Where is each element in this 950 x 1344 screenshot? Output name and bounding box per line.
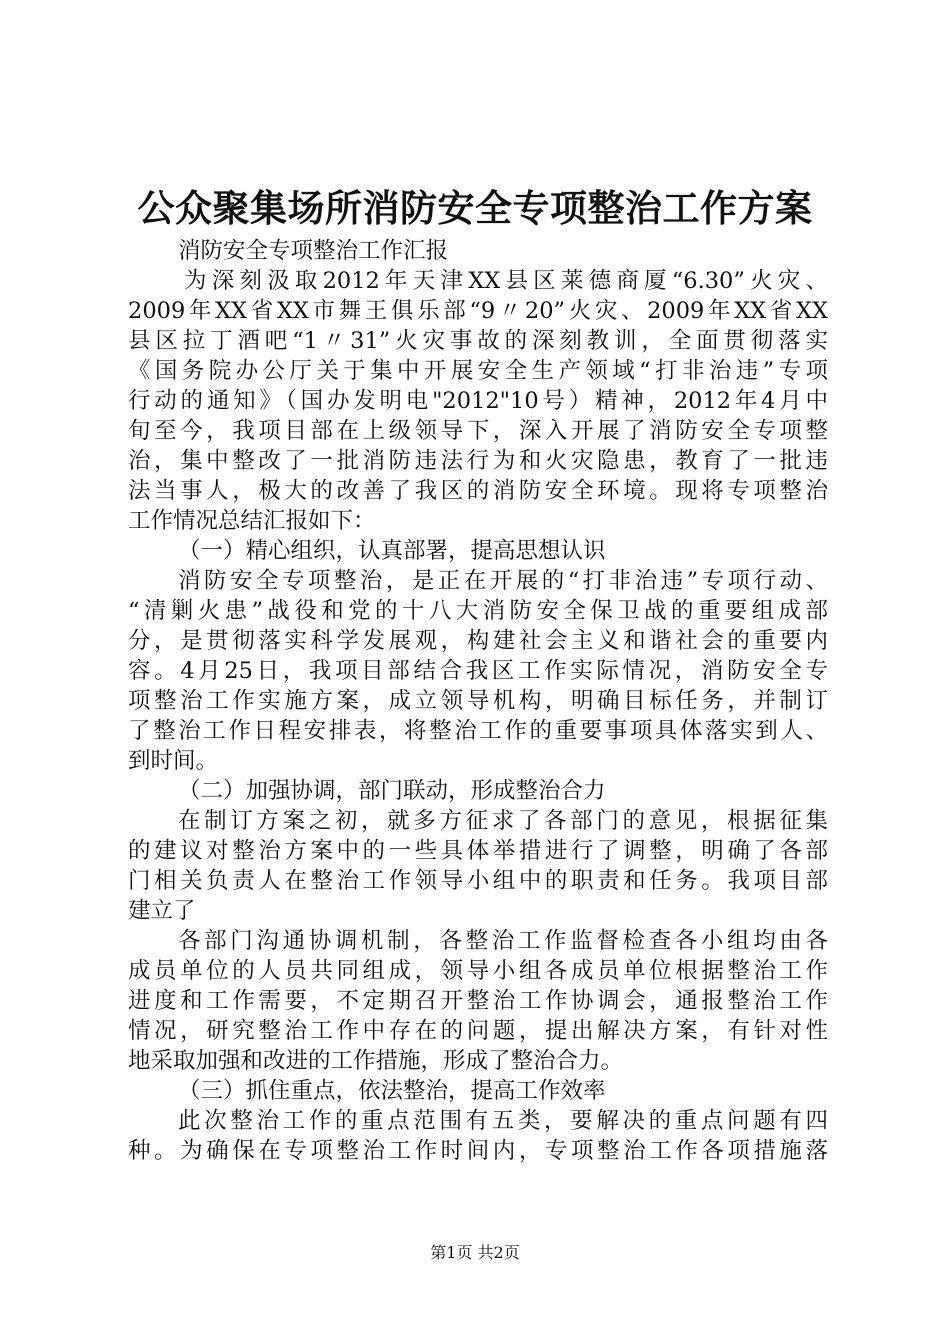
text-line: 的建议对整治方案中的一些具体举措进行了调整，明确了各部: [128, 838, 828, 864]
page-title: 公众聚集场所消防安全专项整治工作方案: [137, 186, 813, 230]
text-line: 了整治工作日程安排表，将整治工作的重要事项具体落实到人、: [128, 718, 828, 744]
text-line: 门相关负责人在整治工作领导小组中的职责和任务。我项目部: [128, 868, 828, 894]
text-line: 成员单位的人员共同组成，领导小组各成员单位根据整治工作: [128, 958, 828, 984]
text-line: （三）抓住重点，依法整治，提高工作效率: [178, 1078, 606, 1104]
text-line: 县区拉丁酒吧“1〃31”火灾事故的深刻教训，全面贯彻落实: [128, 328, 828, 354]
text-line: 在制订方案之初，就多方征求了各部门的意见，根据征集: [178, 808, 828, 834]
text-line: 旬至今，我项目部在上级领导下，深入开展了消防安全专项整: [128, 418, 828, 444]
text-line: 种。为确保在专项整治工作时间内，专项整治工作各项措施落: [128, 1138, 828, 1164]
text-line: 情况，研究整治工作中存在的问题，提出解决方案，有针对性: [128, 1018, 828, 1044]
text-line: 治，集中整改了一批消防违法行为和火灾隐患，教育了一批违: [128, 448, 828, 474]
text-line: 消防安全专项整治工作汇报: [178, 238, 449, 264]
text-line: （一）精心组织，认真部署，提高思想认识: [178, 538, 606, 564]
text-line: “清剿火患”战役和党的十八大消防安全保卫战的重要组成部: [128, 598, 828, 624]
text-line: 项整治工作实施方案，成立领导机构，明确目标任务，并制订: [128, 688, 828, 714]
text-line: 建立了: [128, 898, 196, 924]
text-line: 2009年XX省XX市舞王俱乐部“9〃20”火灾、2009年XX省XX: [128, 298, 828, 324]
text-line: 地采取加强和改进的工作措施，形成了整治合力。: [128, 1048, 624, 1074]
text-line: 法当事人，极大的改善了我区的消防安全环境。现将专项整治: [128, 478, 828, 504]
text-line: 为深刻汲取2012年天津XX县区莱德商厦“6.30”火灾、: [184, 268, 828, 294]
text-line: 消防安全专项整治，是正在开展的“打非治违”专项行动、: [178, 568, 828, 594]
text-line: 此次整治工作的重点范围有五类，要解决的重点问题有四: [178, 1108, 828, 1134]
text-line: 到时间。: [128, 748, 219, 774]
text-line: 容。4月25日，我项目部结合我区工作实际情况，消防安全专: [128, 658, 828, 684]
document-body: [128, 236, 828, 1166]
text-line: 分，是贯彻落实科学发展观，构建社会主义和谐社会的重要内: [128, 628, 828, 654]
text-line: （二）加强协调，部门联动，形成整治合力: [178, 778, 606, 804]
text-line: 《国务院办公厅关于集中开展安全生产领域“打非治违”专项: [128, 358, 828, 384]
page-number-footer: 第1页 共2页: [430, 1243, 520, 1262]
text-line: 工作情况总结汇报如下：: [128, 508, 376, 534]
text-line: 行动的通知》（国办发明电"2012"10号）精神，2012年4月中: [128, 388, 828, 414]
text-line: 各部门沟通协调机制，各整治工作监督检查各小组均由各: [178, 928, 828, 954]
text-line: 进度和工作需要，不定期召开整治工作协调会，通报整治工作: [128, 988, 828, 1014]
